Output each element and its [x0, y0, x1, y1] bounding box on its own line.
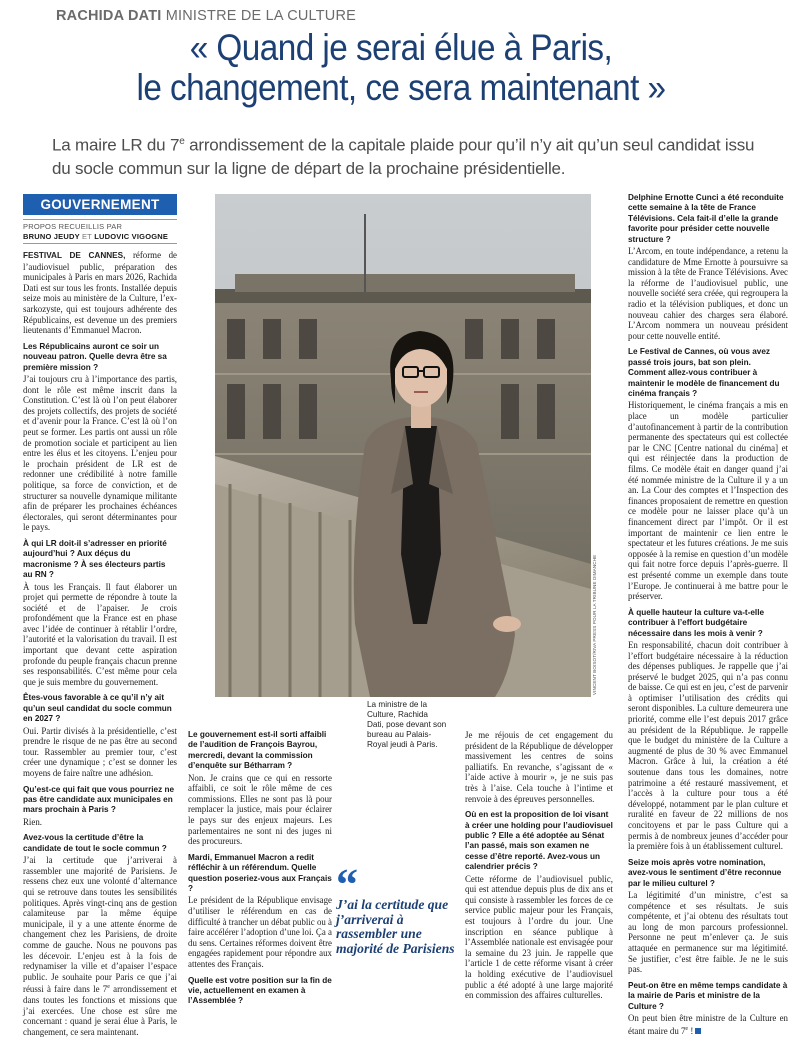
question: Le gouvernement est-il sorti affaibli de l’audition de François Bayrou, mercredi, devant la commission d’enquête sur Bétharram ?: [188, 730, 327, 771]
headline-line-2: le changement, ce sera maintenant »: [136, 67, 666, 108]
credits-label: PROPOS RECUEILLIS PAR: [23, 222, 123, 231]
column-4: [628, 193, 788, 1042]
photo-caption: La ministre de la Culture, Rachida Dati, pose devant son bureau au Palais-Royal jeudi à Paris.: [367, 700, 447, 749]
question: Qu’est-ce qui fait que vous pourriez ne pas être candidate aux municipales en mars prochain à Paris ?: [23, 784, 175, 815]
quote-mark-icon: “: [336, 860, 358, 909]
question: Mardi, Emmanuel Macron a redit réfléchir à un référendum. Quelle question poseriez-vous aux Français ?: [188, 852, 332, 893]
deck: [52, 130, 772, 180]
section-rubric: GOUVERNEMENT: [23, 194, 177, 215]
end-mark-icon: [695, 1028, 701, 1034]
headline-line-1: « Quand je serai élue à Paris,: [189, 27, 613, 68]
intro-text: réforme de l’audiovisuel public, préparation des municipales à Paris en mars 2026, Rachida Dati est sur tous les fronts. Installée depuis seize mois au ministère de la Culture, l’ex-sarkozyste, qui est toujours adhérente des Républicains, est devenue un des premiers lieutenants d’Emmanuel Macron.: [23, 250, 177, 336]
byline: [23, 232, 168, 241]
question: Avez-vous la certitude d’être la candidate de tout le socle commun ?: [23, 833, 167, 853]
question: À quelle hauteur la culture va-t-elle contribuer à l’effort budgétaire nécessaire dans les mois à venir ?: [628, 607, 765, 638]
answer: Oui. Partir divisés à la présidentielle, c’est prendre le risque de ne pas être au second tour. Rassembler au premier tour, c’est créer une dynamique ; c’est se donner les moyens de faire naître une adhésion.: [23, 725, 177, 779]
answer-sup: e: [107, 984, 110, 991]
answer-sup: e: [685, 1025, 689, 1032]
question: À qui LR doit-il s’adresser en priorité aujourd’hui ? Aux déçus du macronisme ? À ses électeurs partis au RN ?: [23, 538, 167, 580]
deck-sup: e: [179, 136, 185, 147]
answer: En responsabilité, chacun doit contribuer à l’effort budgétaire nécessaire à la réduction des dépenses publiques. Je rappelle que j’ai préservé le budget 2025, qui n’a pas connu de baisse. Ce qui est en jeu, c’est de parvenir à optimiser l’utilisation des crédits qui seront disponibles. La culture demeurera une priorité, comme elle l’est depuis 2017 grâce au président de la République. Je rappelle que le budget du ministère de la Culture a augmenté de plus de 30 % avec Emmanuel Macron. Grâce à lui, la création a été soutenue dans tous les domaines, notre patrimoine a été restauré massivement, et l’accès à la culture pour tous a été développé, notamment par le plan culture et ruralité en faveur de 22 millions de nos concitoyens et par le pass Culture qui a permis à de nombreux jeunes d’accéder pour la première fois à un établissement culturel.: [628, 639, 788, 852]
kicker: [56, 8, 356, 24]
photo-credit-text: VINCENT BOISOT/RIVA PRESS POUR LA TRIBUNE DIMANCHE: [592, 554, 597, 695]
answer-text: !: [688, 1025, 694, 1036]
answer: La légitimité d’un ministre, c’est sa compétence et ses résultats. Je suis compétente, et j’ai obtenu des résultats tout au long de mon parcours professionnel. Personne ne peut m’enlever ça. Je suis attaquée en permanence sur ma légitimité. Se justifier, c’est être faible. Je ne le suis pas.: [628, 890, 788, 975]
portrait-photo: [215, 194, 591, 697]
answer: Je me réjouis de cet engagement du président de la République de développer massivement les centres de soins palliatifs. En revanche, s’agissant de « l’aide active à mourir », je ne suis pas très à l’aise. Cela touche à l’intime et renvoie à des épreuves personnelles.: [465, 730, 613, 804]
column-1: [23, 250, 177, 1043]
intro-paragraph: [23, 250, 177, 336]
byline-amp: ET: [81, 232, 92, 241]
byline-author-2: LUDOVIC VIGOGNE: [94, 232, 169, 241]
photo-credit: [592, 554, 600, 695]
question: Le Festival de Cannes, où vous avez passé trois jours, bat son plein. Comment allez-vous contribuer à maintenir le modèle de financement du cinéma français ?: [628, 347, 780, 398]
intro-lead: FESTIVAL DE CANNES,: [23, 251, 126, 260]
question: Les Républicains auront ce soir un nouveau patron. Quelle devra être sa première mission ?: [23, 341, 167, 372]
question: Êtes-vous favorable à ce qu’il n’y ait qu’un seul candidat du socle commun en 2027 ?: [23, 693, 172, 724]
divider: [23, 243, 177, 244]
pull-quote-text: J’ai la certitude que j’arriverai à rassembler une majorité de Parisiens: [336, 897, 455, 956]
answer: Non. Je crains que ce qui en ressorte affaibli, ce soit le rôle même de ces commissions. Elles ne sont pas là pour remplacer la justice, mais pour éclairer le pays sur des enjeux majeurs. Les parlementaires ne sont ni des juges ni des procureurs.: [188, 772, 332, 847]
answer: J’ai toujours cru à l’importance des partis, dont le rôle est même inscrit dans la Constitution. C’est là où l’on peut élaborer des projets collectifs, des projets de société et d’avenir pour la France. C’est là où l’on peut se former. Les partis ont aussi un rôle de promotion sociale et participent au lien entre les élus et les citoyens. L’enjeu pour le prochain président de LR est de redonner une crédibilité à notre famille politique, sa force de conviction, et de structurer sa nouvelle dynamique militante afin de préparer les prochaines échéances électorales, qui seront déterminantes pour le pays.: [23, 373, 177, 533]
photo-illustration: [215, 194, 591, 697]
answer: Cette réforme de l’audiovisuel public, qui est attendue depuis plus de dix ans et qui consiste à rassembler les forces de ce service public majeur pour les Français, est toujours à l’ordre du jour. Une inscription en séance publique à l’Assemblée nationale est envisagée pour la semaine du 23 juin. Je rappelle que l’article 1 de cette réforme visant à créer la holding exécutive de l’audiovisuel public a été adopté à une large majorité en commission des affaires culturelles.: [465, 873, 613, 1001]
question: Quelle est votre position sur la fin de vie, actuellement en examen à l’Assemblée ?: [188, 975, 332, 1006]
question: Peut-on être en même temps candidate à la mairie de Paris et ministre de la Culture ?: [628, 980, 788, 1011]
kicker-role: MINISTRE DE LA CULTURE: [165, 8, 356, 24]
column-3: [465, 730, 613, 1007]
answer: L’Arcom, en toute indépendance, a retenu la candidature de Mme Ernotte à poursuivre sa mission à la tête de France Télévisions. Avec la réforme de l’audiovisuel public, une nouvelle société sera créée, qui regroupera la radio et la télévision publiques, et donc un nouveau cahier des charges sera élaboré. L’Arcom nommera un nouveau président pour cette nouvelle entité.: [628, 246, 788, 341]
deck-part-2: arrondissement de la capitale plaide pour qu’il n’y ait qu’un seul candidat issu du socle commun sur la ligne de départ de la prochaine présidentielle.: [52, 135, 755, 178]
answer-text: On peut bien être ministre de la Culture en étant maire du 7: [628, 1012, 788, 1036]
byline-author-1: BRUNO JEUDY: [23, 232, 80, 241]
answer-text: arrondissement et dans toutes les fonctions et missions que j’ai exercées. Une chose est sûre me concernant : quand je serai élue à Paris, le changement, ce sera maintenant.: [23, 984, 177, 1037]
answer: [628, 1013, 788, 1036]
deck-part-1: La maire LR du 7: [52, 135, 180, 155]
answer: Le président de la République envisage d’utiliser le référendum en cas de difficulté à trancher un débat public ou à faire accélérer l’adoption d’une loi. Ça a du sens. Certaines réformes doivent être engagées rapidement pour répondre aux attentes des Français.: [188, 895, 332, 969]
headline: [55, 28, 748, 108]
kicker-name: RACHIDA DATI: [56, 8, 162, 24]
answer: Rien.: [23, 816, 42, 827]
divider: [23, 219, 177, 220]
answer-text: J’ai la certitude que j’arriverai à rassembler une majorité de Parisiens. Je ressens chez eux une volonté d’alternance qui se retrouve dans toutes les sensibilités politiques. Après vingt-cinq ans de gestion calamiteuse par la même équipe municipale, il y a une attente énorme de changement chez les Parisiens, de droite comme de gauche. Nous ne pouvons pas les décevoir. L’enjeu est à la fois de redynamiser la ville et d’apaiser l’espace public. Je souhaite pour Paris ce que j’ai réussi à faire dans le 7: [23, 855, 177, 995]
answer: [23, 855, 177, 1037]
answer: À tous les Français. Il faut élaborer un projet qui permette de répondre à toute la société et de l’apaiser. Je crois profondément que la France est en phase avec l’idée de continuer à rétablir l’ordre, l’autorité et la valorisation du travail. Il est important que devant cette aspiration profonde du peuple français chacun prenne ses responsabilités. C’est même pour cela que je suis membre du gouvernement.: [23, 581, 177, 687]
pull-quote: [336, 860, 456, 956]
answer: Historiquement, le cinéma français a mis en place un modèle particulier d’autofinancement à partir de la contribution permanente des spectateurs qui est collectée par le CNC [Centre national du cinéma] et qui est réinjectée dans la production de films. Ce modèle était en danger quand j’ai été nommée ministre de la Culture il y a un an. La Cour des comptes et l’Inspection des finances proposaient de remettre en question ce modèle pour ne laisser place qu’à un financement direct par l’impôt. Or il est important de maintenir ce lien entre le spectateur et les futures créations. Je me suis opposée à la remise en question d’un modèle qui fait notre force depuis l’après-guerre. Il est présenté comme un exemple dans toute l’Europe. Je continuerai à me battre pour le préserver.: [628, 400, 788, 602]
question: Où en est la proposition de loi visant à créer une holding pour l’audiovisuel public ? Elle a été adoptée au Sénat l’an passé, mais son examen ne cesse d’être reporté. Avez-vous un calendrier précis ?: [465, 810, 613, 872]
column-2: [188, 730, 332, 1008]
question: Seize mois après votre nomination, avez-vous le sentiment d’être reconnue par le milieu culturel ?: [628, 857, 782, 888]
question: Delphine Ernotte Cunci a été reconduite cette semaine à la tête de France Télévisions. Cela fait-il d’elle la grande favorite pour présider cette nouvelle structure ?: [628, 193, 784, 244]
